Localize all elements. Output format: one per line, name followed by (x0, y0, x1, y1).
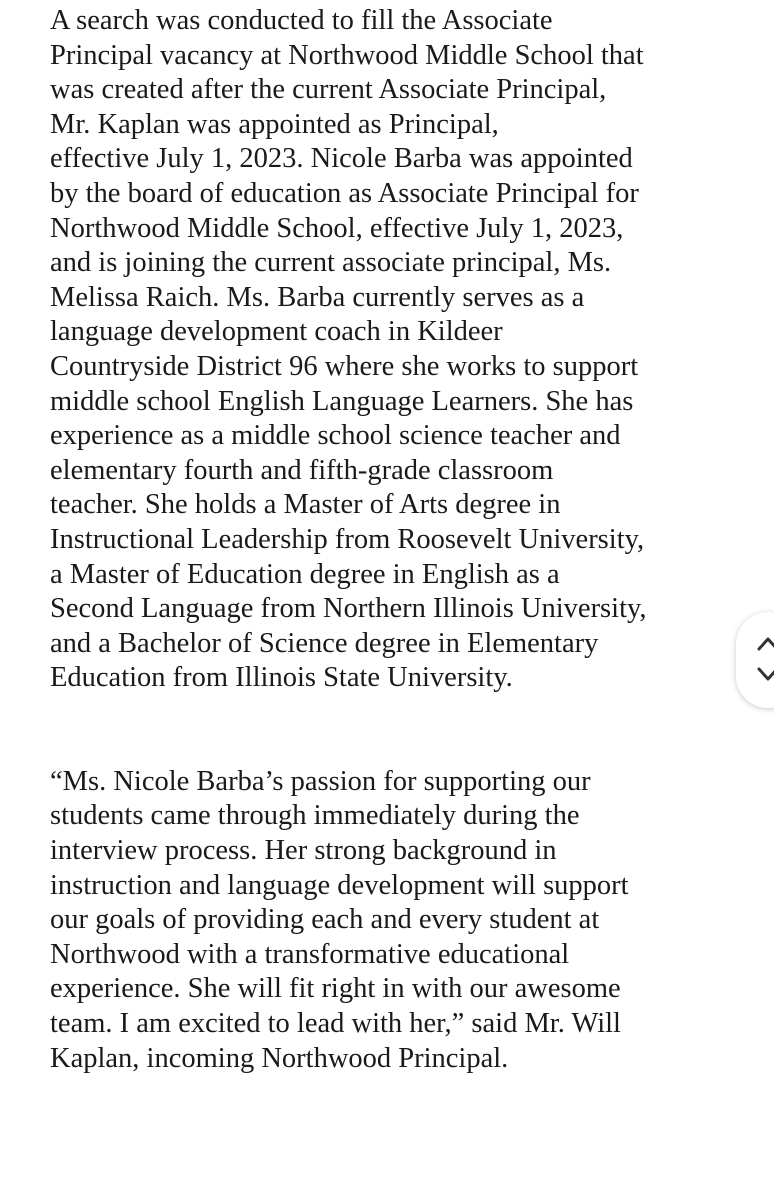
text-line: A search was conducted to fill the Associate (50, 5, 553, 36)
text-line: team. I am excited to lead with her,” said Mr. Will (50, 1008, 621, 1040)
text-line: experience. She will fit right in with our awesome (50, 973, 621, 1005)
text-line: teacher. She holds a Master of Arts degree in (50, 489, 561, 521)
text-line: “Ms. Nicole Barba’s passion for supporting our (50, 765, 591, 797)
text-line: Mr. Kaplan was appointed as Principal, (50, 108, 499, 140)
text-line: was created after the current Associate Principal, (50, 74, 607, 106)
text-line: Countryside District 96 where she works to support (50, 350, 639, 382)
paragraph-announcement (50, 4, 750, 696)
text-line: students came through immediately during the (50, 800, 580, 832)
text-line: Melissa Raich. Ms. Barba currently serves as a (50, 281, 585, 313)
text-line: effective July 1, 2023. Nicole Barba was appointed (50, 143, 633, 175)
chevron-down-icon[interactable] (754, 660, 774, 688)
text-line: experience as a middle school science teacher and (50, 420, 621, 452)
text-line: Principal vacancy at Northwood Middle School that (50, 39, 644, 71)
text-line: and is joining the current associate principal, Ms. (50, 247, 612, 279)
paragraph-quote (50, 765, 750, 1076)
text-line: interview process. Her strong background in (50, 835, 557, 867)
text-line: instruction and language development will support (50, 869, 629, 901)
chevron-up-icon[interactable] (754, 630, 774, 658)
text-line: by the board of education as Associate Principal for (50, 177, 639, 209)
text-line: Instructional Leadership from Roosevelt University, (50, 523, 645, 555)
paragraph-spacer (50, 696, 750, 765)
text-line: elementary fourth and fifth-grade classroom (50, 454, 554, 486)
text-line: language development coach in Kildeer (50, 316, 503, 348)
text-line: Northwood with a transformative educational (50, 938, 570, 970)
page-navigation-control (736, 612, 774, 708)
text-line: Second Language from Northern Illinois University, (50, 593, 647, 625)
text-line: Education from Illinois State University. (50, 662, 513, 694)
text-line: our goals of providing each and every student at (50, 904, 600, 936)
text-line: middle school English Language Learners. She has (50, 385, 634, 417)
text-line: and a Bachelor of Science degree in Elementary (50, 627, 599, 659)
text-line: Northwood Middle School, effective July 1, 2023, (50, 212, 624, 244)
text-line: Kaplan, incoming Northwood Principal. (50, 1042, 509, 1074)
text-line: a Master of Education degree in English as a (50, 558, 560, 590)
article-body (50, 4, 750, 1076)
